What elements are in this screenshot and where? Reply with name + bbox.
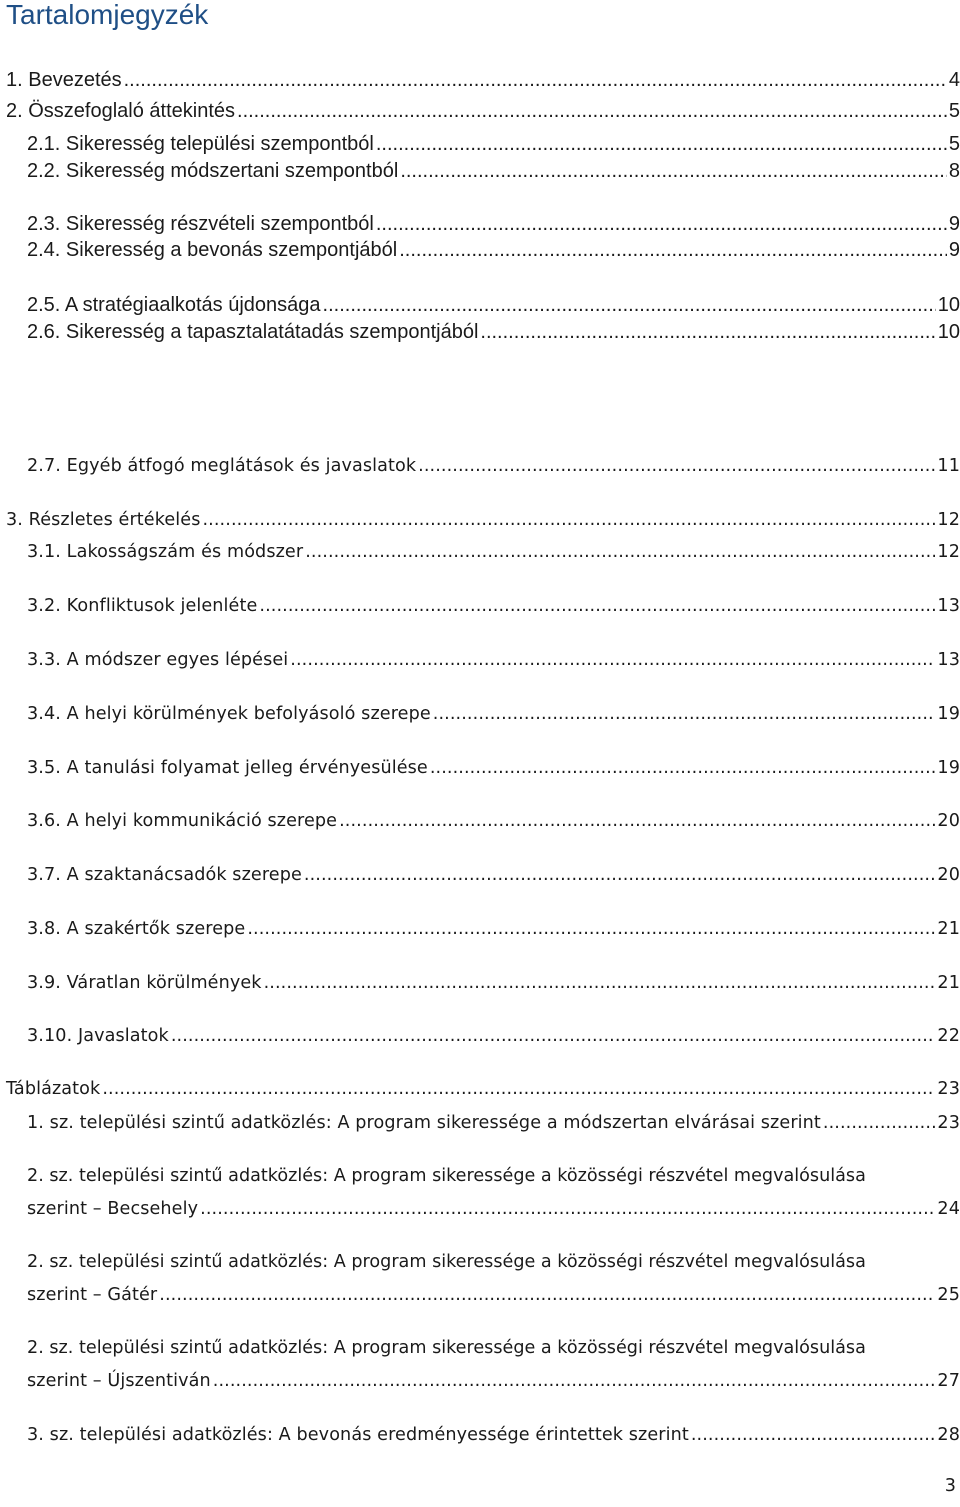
toc-entry[interactable]	[27, 238, 960, 262]
toc-entry-page: 8	[948, 160, 960, 182]
toc-leader-dots	[305, 540, 935, 564]
toc-entry-label: szerint – Újszentiván	[27, 1371, 211, 1391]
toc-entry-label: szerint – Gátér	[27, 1285, 158, 1305]
toc-leader-dots	[400, 159, 947, 183]
toc-entry-label: 2.4. Sikeresség a bevonás szempontjából	[27, 239, 398, 261]
toc-entry-label: 3.9. Váratlan körülmények	[27, 973, 262, 993]
toc-entry-page: 5	[948, 100, 960, 122]
toc-entry-label: 2.6. Sikeresség a tapasztalatátadás szempontjából	[27, 321, 479, 343]
toc-entry-page: 13	[937, 596, 960, 616]
toc-leader-dots	[433, 702, 936, 726]
toc-entry-page: 23	[937, 1079, 960, 1099]
toc-entry[interactable]	[27, 1423, 960, 1447]
toc-entry-page: 19	[937, 758, 960, 778]
toc-entry-label: Táblázatok	[6, 1079, 101, 1099]
toc-leader-dots	[823, 1111, 936, 1135]
toc-entry-page: 10	[937, 294, 960, 316]
toc-leader-dots	[213, 1369, 936, 1393]
toc-leader-dots	[237, 99, 947, 123]
toc-leader-dots	[376, 212, 947, 236]
toc-entry[interactable]	[27, 702, 960, 726]
toc-entry-page: 27	[937, 1371, 960, 1391]
toc-leader-dots	[323, 293, 936, 317]
toc-entry-page: 4	[948, 69, 960, 91]
toc-entry-label: 3.4. A helyi körülmények befolyásoló szerepe	[27, 704, 431, 724]
toc-entry[interactable]	[27, 159, 960, 183]
toc-entry-label: 2.2. Sikeresség módszertani szempontból	[27, 160, 399, 182]
toc-entry[interactable]	[27, 971, 960, 995]
toc-leader-dots	[102, 1077, 935, 1101]
toc-leader-dots	[200, 1197, 935, 1221]
toc-entry-label: 3.3. A módszer egyes lépései	[27, 650, 289, 670]
toc-entry-page: 22	[937, 1026, 960, 1046]
toc-entry[interactable]	[27, 648, 960, 672]
toc-entry-label: 1. sz. települési szintű adatközlés: A program sikeressége a módszertan elvárásai szerint	[27, 1113, 821, 1133]
toc-entry[interactable]	[27, 540, 960, 564]
toc-entry-page: 5	[948, 133, 960, 155]
toc-leader-dots	[339, 809, 935, 833]
toc-entry[interactable]	[6, 1077, 960, 1101]
toc-leader-dots	[691, 1423, 936, 1447]
toc-entry[interactable]	[27, 756, 960, 780]
toc-leader-dots	[247, 917, 935, 941]
toc-entry-label: 3.5. A tanulási folyamat jelleg érvényesülése	[27, 758, 428, 778]
toc-entry-label: 1. Bevezetés	[6, 69, 122, 91]
toc-entry[interactable]	[27, 212, 960, 236]
toc-entry-page: 11	[937, 456, 960, 476]
toc-entry-page: 13	[937, 650, 960, 670]
toc-leader-dots	[418, 454, 935, 478]
toc-entry-page: 23	[937, 1113, 960, 1133]
toc-entry-label: 3. Részletes értékelés	[6, 510, 201, 530]
toc-entry[interactable]	[27, 1197, 960, 1221]
toc-entry[interactable]	[27, 863, 960, 887]
toc-leader-dots	[304, 863, 936, 887]
toc-leader-dots	[376, 132, 947, 156]
toc-entry[interactable]	[6, 508, 960, 532]
toc-leader-dots	[124, 68, 947, 92]
toc-leader-dots	[399, 238, 947, 262]
toc-entry-label: 3.10. Javaslatok	[27, 1026, 169, 1046]
toc-entry[interactable]	[27, 917, 960, 941]
toc-entry-label: 2.3. Sikeresség részvételi szempontból	[27, 213, 374, 235]
toc-entry[interactable]	[27, 594, 960, 618]
toc-entry-page: 20	[937, 865, 960, 885]
toc-entry-label: 2.1. Sikeresség települési szempontból	[27, 133, 374, 155]
toc-entry-label-line1: 2. sz. települési szintű adatközlés: A program sikeressége a közösségi részvétel megvalósulása	[27, 1252, 866, 1272]
toc-entry[interactable]	[27, 132, 960, 156]
toc-entry[interactable]	[27, 1369, 960, 1393]
toc-entry[interactable]	[27, 293, 960, 317]
toc-leader-dots	[259, 594, 935, 618]
toc-entry-label: 3.1. Lakosságszám és módszer	[27, 542, 304, 562]
toc-entry-page: 24	[937, 1199, 960, 1219]
toc-leader-dots	[264, 971, 936, 995]
toc-entry[interactable]	[27, 809, 960, 833]
toc-entry-label: 2.5. A stratégiaalkotás újdonsága	[27, 294, 321, 316]
page-number: 3	[944, 1476, 956, 1496]
toc-entry[interactable]	[27, 1111, 960, 1135]
toc-entry-label: 3.8. A szakértők szerepe	[27, 919, 246, 939]
toc-leader-dots	[171, 1024, 936, 1048]
toc-leader-dots	[202, 508, 935, 532]
toc-entry-page: 25	[937, 1285, 960, 1305]
toc-entry-page: 9	[948, 239, 960, 261]
toc-entry-label: 2. Összefoglaló áttekintés	[6, 100, 236, 122]
toc-entry-page: 21	[937, 919, 960, 939]
toc-entry-page: 28	[937, 1425, 960, 1445]
toc-entry[interactable]	[27, 320, 960, 344]
toc-entry-page: 20	[937, 811, 960, 831]
toc-entry[interactable]	[27, 1283, 960, 1307]
toc-entry-label: 3. sz. települési adatközlés: A bevonás eredményessége érintettek szerint	[27, 1425, 689, 1445]
toc-entry[interactable]	[27, 454, 960, 478]
toc-entry[interactable]	[27, 1024, 960, 1048]
toc-entry-label-line1: 2. sz. települési szintű adatközlés: A program sikeressége a közösségi részvétel megvalósulása	[27, 1338, 866, 1358]
toc-entry-page: 19	[937, 704, 960, 724]
toc-leader-dots	[430, 756, 936, 780]
toc-entry-label: 3.6. A helyi kommunikáció szerepe	[27, 811, 338, 831]
toc-leader-dots	[159, 1283, 935, 1307]
toc-entry-label: 3.7. A szaktanácsadók szerepe	[27, 865, 302, 885]
toc-entry-label: szerint – Becsehely	[27, 1199, 199, 1219]
toc-leader-dots	[480, 320, 935, 344]
toc-leader-dots	[290, 648, 935, 672]
toc-entry-label: 2.7. Egyéb átfogó meglátások és javaslatok	[27, 456, 417, 476]
toc-entry-page: 12	[937, 510, 960, 530]
page-title: Tartalomjegyzék	[6, 0, 209, 30]
toc-entry-label-line1: 2. sz. települési szintű adatközlés: A program sikeressége a közösségi részvétel megvalósulása	[27, 1166, 866, 1186]
toc-entry-page: 21	[937, 973, 960, 993]
toc-entry-page: 10	[937, 321, 960, 343]
toc-entry-page: 9	[948, 213, 960, 235]
toc-entry-label: 3.2. Konfliktusok jelenléte	[27, 596, 258, 616]
toc-entry-page: 12	[937, 542, 960, 562]
toc-entry[interactable]	[6, 68, 960, 92]
toc-entry[interactable]	[6, 99, 960, 123]
